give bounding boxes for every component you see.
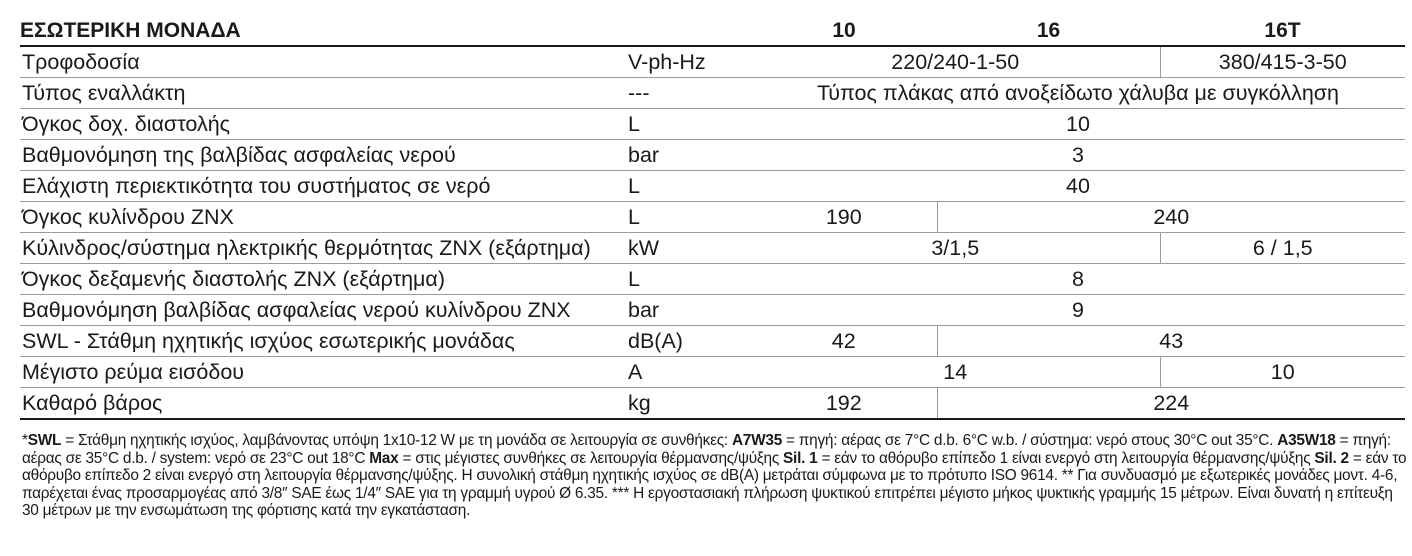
value-cell: 6 / 1,5 [1160, 233, 1405, 264]
param-label: SWL - Στάθμη ηχητικής ισχύος εσωτερικής μονάδας [20, 326, 622, 357]
spec-table [20, 17, 1405, 420]
model-10-header: 10 [751, 17, 937, 46]
param-label: Τροφοδοσία [20, 46, 622, 78]
value-cell: 43 [937, 326, 1405, 357]
row-safety-valve [20, 140, 1405, 171]
footnote-text: * [22, 432, 28, 449]
value-cell: 42 [751, 326, 937, 357]
footnote-term: Sil. 2 [1314, 449, 1349, 467]
unit-label: L [622, 202, 751, 233]
value-cell: 3/1,5 [751, 233, 1160, 264]
row-electric-heater [20, 233, 1405, 264]
value-cell: 10 [751, 109, 1405, 140]
header-row [20, 17, 1405, 46]
footnote-term: A35W18 [1277, 432, 1336, 449]
value-cell: 380/415-3-50 [1160, 46, 1405, 78]
table-title: ΕΣΩΤΕΡΙΚΗ ΜΟΝΑΔΑ [20, 17, 751, 46]
value-cell: 220/240-1-50 [751, 46, 1160, 78]
unit-label: L [622, 171, 751, 202]
param-label: Ελάχιστη περιεκτικότητα του συστήματος σε νερό [20, 171, 622, 202]
row-swl [20, 326, 1405, 357]
footnote-text: = εάν το αθόρυβο επίπεδο 2 είναι ενεργό στη λειτουργία θέρμανσης/ψύξης. Η συνολική στάθμη ηχητικής ισχύος σε dB(A) μετράται σύμφωνα με το πρότυπο ISO 9614. ** Για συνδυασμό με εξωτερικές μονάδες μοντ. 4-6, παρέχεται ένας προσαρμογέας από 3/8″ SAE έως 1/4″ SAE για τη γραμμή υγρού Ø 6.35. *** Η εργοστασιακή πλήρωση ψυκτικού επιτρέπει μέγιστο μήκος ψυκτικής γραμμής 15 μέτρων. Είναι δυνατή η επίτευξη 30 μέτρων με την ενσωμάτωση της φόρτισης κατά την εγκατάσταση. [22, 449, 1407, 519]
param-label: Όγκος δοχ. διαστολής [20, 109, 622, 140]
param-label: Τύπος εναλλάκτη [20, 78, 622, 109]
value-cell: 224 [937, 388, 1405, 420]
row-exchanger-type [20, 78, 1405, 109]
param-label: Μέγιστο ρεύμα εισόδου [20, 357, 622, 388]
unit-label: L [622, 264, 751, 295]
value-cell: Τύπος πλάκας από ανοξείδωτο χάλυβα με συγκόλληση [751, 78, 1405, 109]
param-label: Όγκος δεξαμενής διαστολής ZNX (εξάρτημα) [20, 264, 622, 295]
row-max-current [20, 357, 1405, 388]
unit-label: A [622, 357, 751, 388]
row-min-water [20, 171, 1405, 202]
model-16-header: 16 [937, 17, 1160, 46]
footnote [22, 432, 1410, 520]
value-cell: 8 [751, 264, 1405, 295]
footnote-text: = πηγή: αέρας σε 7°C d.b. 6°C w.b. / σύστημα: νερό στους 30°C out 35°C. [782, 432, 1278, 449]
unit-label: dB(A) [622, 326, 751, 357]
value-cell: 190 [751, 202, 937, 233]
unit-label: bar [622, 140, 751, 171]
row-cylinder-safety-valve [20, 295, 1405, 326]
footnote-term: SWL [27, 432, 62, 449]
param-label: Όγκος κυλίνδρου ZNX [20, 202, 622, 233]
model-16t-header: 16T [1160, 17, 1405, 46]
param-label: Κύλινδρος/σύστημα ηλεκτρικής θερμότητας ZNX (εξάρτημα) [20, 233, 622, 264]
row-net-weight [20, 388, 1405, 420]
footnote-text: = στις μέγιστες συνθήκες σε λειτουργία θέρμανσης/ψύξης [398, 449, 784, 467]
value-cell: 3 [751, 140, 1405, 171]
footnote-term: A7W35 [731, 432, 783, 449]
footnote-term: Max [369, 449, 399, 467]
unit-label: L [622, 109, 751, 140]
row-power-supply [20, 46, 1405, 78]
footnote-term: Sil. 1 [783, 449, 818, 467]
value-cell: 10 [1160, 357, 1405, 388]
unit-label: bar [622, 295, 751, 326]
param-label: Βαθμονόμηση βαλβίδας ασφαλείας νερού κυλίνδρου ZNX [20, 295, 622, 326]
unit-label: V-ph-Hz [622, 46, 751, 78]
footnote-text: = πηγή: αέρας σε 35°C d.b. / system: νερό σε 23°C out 18°C [22, 432, 1391, 467]
param-label: Βαθμονόμηση της βαλβίδας ασφαλείας νερού [20, 140, 622, 171]
footnote-text: = εάν το αθόρυβο επίπεδο 1 είναι ενεργό στη λειτουργία θέρμανσης/ψύξης [817, 449, 1315, 467]
footnote-text: = Στάθμη ηχητικής ισχύος, λαμβάνοντας υπόψη 1x10-12 W με τη μονάδα σε λειτουργία σε συνθήκες: [61, 432, 732, 449]
value-cell: 14 [751, 357, 1160, 388]
row-expansion-vessel [20, 109, 1405, 140]
unit-label: --- [622, 78, 751, 109]
value-cell: 40 [751, 171, 1405, 202]
value-cell: 192 [751, 388, 937, 420]
row-cylinder-volume [20, 202, 1405, 233]
param-label: Καθαρό βάρος [20, 388, 622, 420]
unit-label: kg [622, 388, 751, 420]
row-znx-expansion-tank [20, 264, 1405, 295]
value-cell: 9 [751, 295, 1405, 326]
value-cell: 240 [937, 202, 1405, 233]
unit-label: kW [622, 233, 751, 264]
